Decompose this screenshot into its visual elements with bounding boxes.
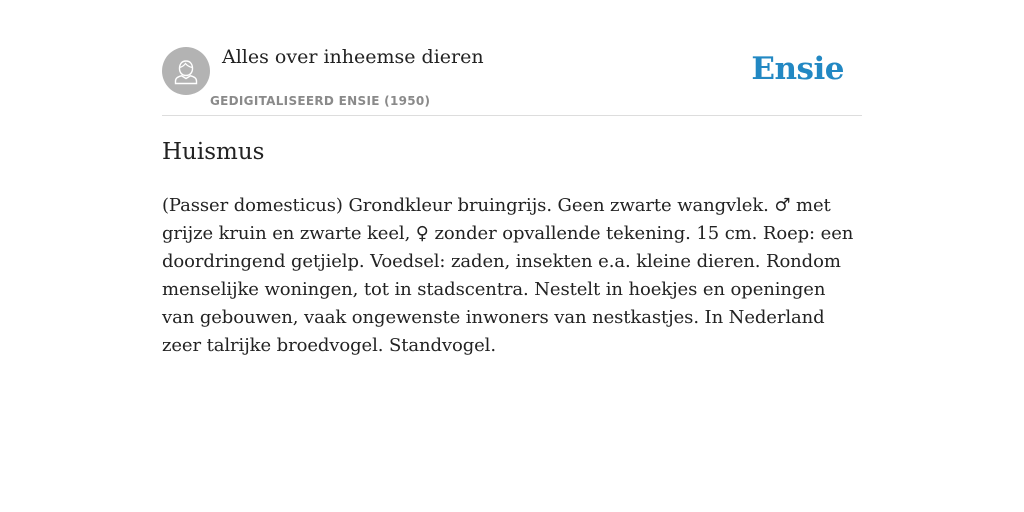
- site-subtitle: GEDIGITALISEERD ENSIE (1950): [210, 94, 431, 108]
- header: [162, 40, 862, 116]
- avatar-user-glyph: [162, 47, 210, 95]
- entry-body: (Passer domesticus) Grondkleur bruingrijs. Geen zwarte wangvlek. ♂ met grijze kruin en zwarte keel, ♀ zonder opvallende tekening. 15 cm. Roep: een doordringend getjielp. Voedsel: zaden, insekten e.a. kleine dieren. Rondom menselijke woningen, tot in stadscentra. Nestelt in hoekjes en openingen van gebouwen, vaak ongewenste inwoners van nestkastjes. In Nederland zeer talrijke broedvogel. Standvogel.: [162, 195, 854, 356]
- user-avatar-icon[interactable]: [162, 47, 210, 95]
- entry-title: Huismus: [162, 139, 265, 165]
- brand-logo[interactable]: Ensie: [751, 51, 844, 87]
- site-title[interactable]: Alles over inheemse dieren: [222, 46, 484, 68]
